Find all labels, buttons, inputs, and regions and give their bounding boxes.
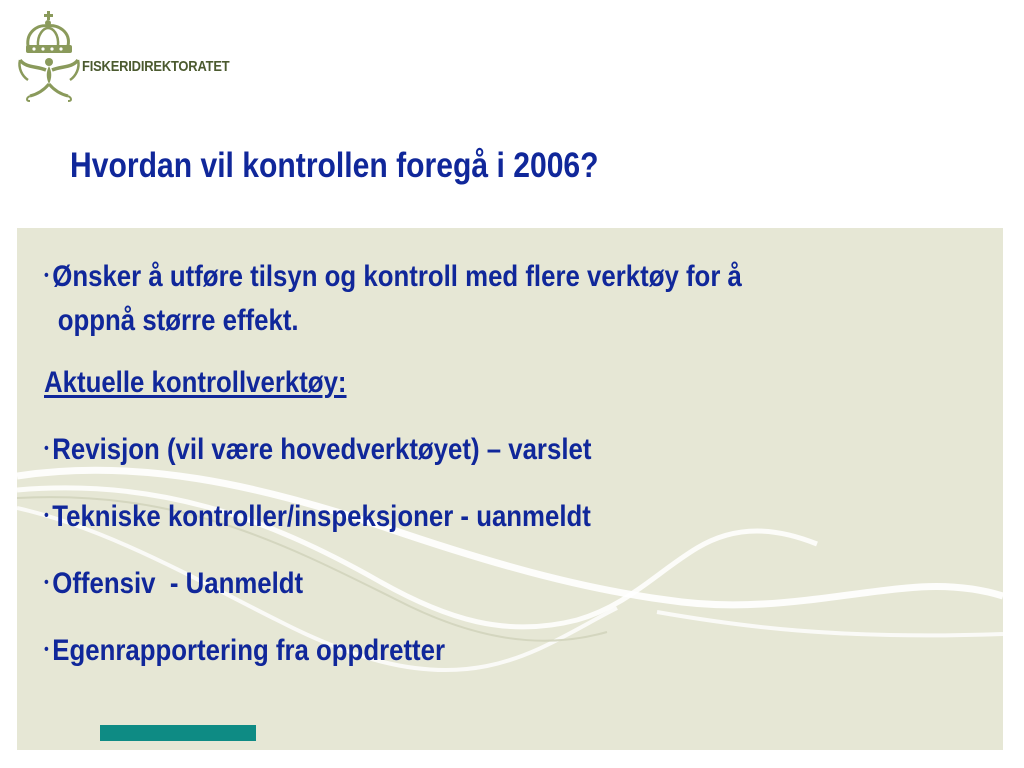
tool-item-text: Tekniske kontroller/inspeksjoner - uanmeldt [52,500,591,533]
royal-crown-mermaid-emblem-icon [16,10,82,102]
tool-item-text: Egenrapportering fra oppdretter [52,634,446,667]
intro-bullet-text: Ønsker å utføre tilsyn og kontroll med flere verktøy for å [52,260,742,293]
tool-item-text: Offensiv - Uanmeldt [52,567,304,600]
list-item [44,561,852,606]
list-item [44,427,852,472]
logo [16,10,256,106]
content-panel [17,228,1003,750]
tools-subheading: Aktuelle kontrollverktøy: [44,366,347,399]
intro-bullet-text-continued: oppnå større effekt. [57,304,299,337]
list-item [44,628,852,673]
bullet-glyph: • [44,574,49,591]
slide-title: Hvordan vil kontrollen foregå i 2006? [70,146,599,185]
accent-bar [100,725,256,741]
bullet-glyph: • [44,267,49,284]
tool-item-text: Revisjon (vil være hovedverktøyet) – varslet [52,433,592,466]
bullet-glyph: • [44,507,49,524]
bullet-glyph: • [44,641,49,658]
list-item-continuation [44,299,852,343]
list-item [44,494,852,539]
organization-name: FISKERIDIREKTORATET [82,58,230,75]
list-item [44,254,852,299]
subheading-row [44,361,852,405]
bullet-list [44,254,984,673]
bullet-glyph: • [44,440,49,457]
